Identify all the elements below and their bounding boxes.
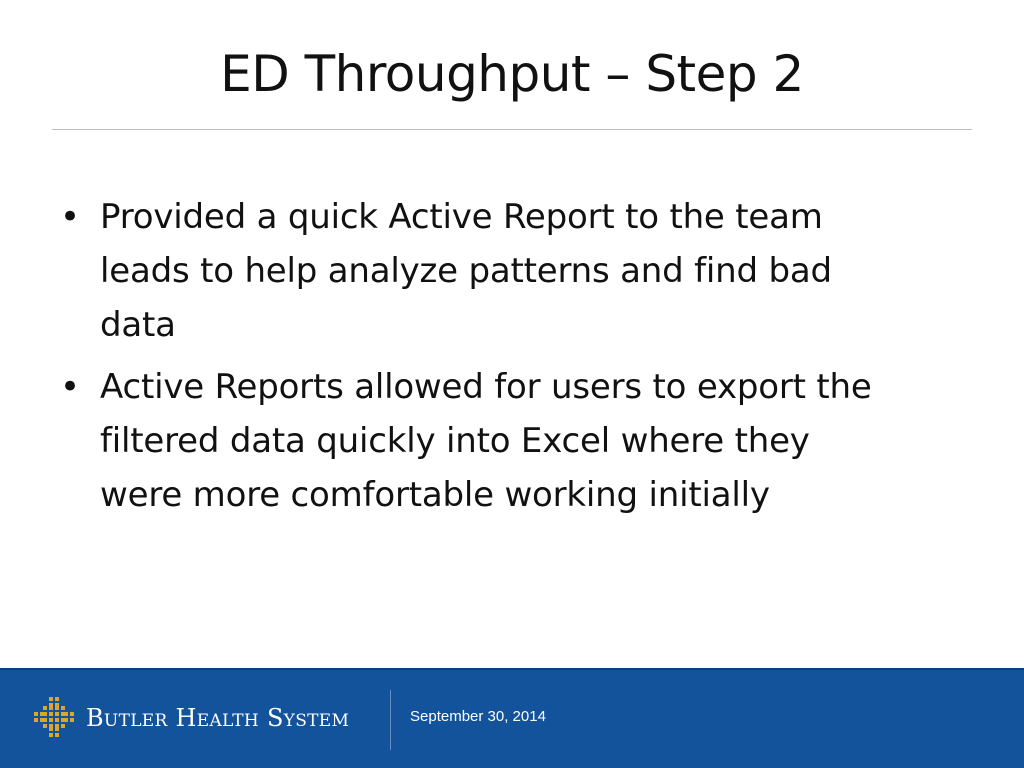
title-divider [52,129,972,130]
bullet-item [60,190,960,352]
butler-health-system-logo [32,692,377,744]
bullet-line: filtered data quickly into Excel where they [100,421,810,461]
bullet-line: Active Reports allowed for users to export the [100,367,872,407]
logo-text: Butler Health System [86,704,350,732]
bullet-line: leads to help analyze patterns and find bad [100,251,832,291]
bullet-line: data [100,305,176,345]
bullet-list [60,190,960,530]
footer-bar [0,668,1024,768]
slide-title: ED Throughput – Step 2 [220,45,804,103]
bullet-marker: • [60,367,80,407]
bullet-item [60,360,960,522]
footer-date: September 30, 2014 [410,708,546,725]
bullet-line: were more comfortable working initially [100,475,770,515]
bullet-marker: • [60,197,80,237]
footer-top-edge [0,668,1024,670]
gold-cross-pixel-icon [32,695,78,741]
footer-divider [390,690,391,750]
bullet-line: Provided a quick Active Report to the team [100,197,823,237]
